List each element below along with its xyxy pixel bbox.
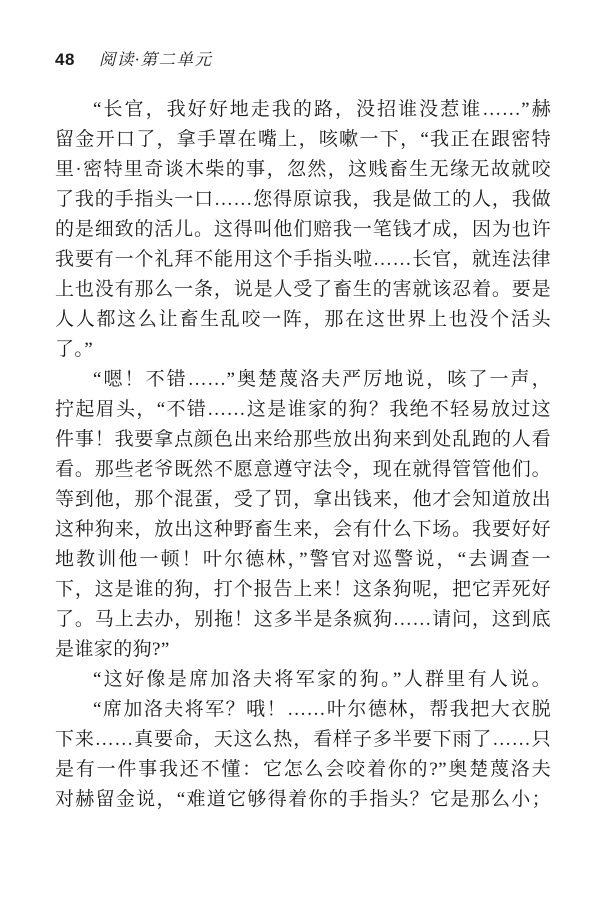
text-line: 了我的手指头一口……您得原谅我，我是做工的人，我做 [55, 189, 551, 210]
text-line: 件事！我要拿点颜色出来给那些放出狗来到处乱跑的人看 [55, 429, 551, 450]
paragraph [55, 365, 551, 665]
page-number: 48 [55, 50, 75, 69]
text-line: 里·密特里奇谈木柴的事，忽然，这贱畜生无缘无故就咬 [55, 159, 551, 180]
text-line: 下来……真要命，天这么热，看样子多半要下雨了……只 [55, 729, 551, 750]
text-line: 对赫留金说，“难道它够得着你的手指头？它是那么小； [55, 789, 551, 810]
text-line: 了。马上去办，别拖！这多半是条疯狗……请问，这到底 [55, 609, 551, 630]
text-line: 看。那些老爷既然不愿意遵守法令，现在就得管管他们。 [55, 459, 551, 480]
text-line: 我要有一个礼拜不能用这个手指头啦……长官，就连法律 [55, 249, 551, 270]
text-block [55, 95, 551, 815]
paragraph [55, 695, 551, 815]
text-line: 下，这是谁的狗，打个报告上来！这条狗呢，把它弄死好 [55, 579, 551, 600]
text-line: 等到他，那个混蛋，受了罚，拿出钱来，他才会知道放出 [55, 489, 551, 510]
text-line: 是谁家的狗?” [55, 639, 170, 660]
text-line: 了。” [55, 339, 94, 360]
text-line: “长官，我好好地走我的路，没招谁没惹谁……”赫 [93, 99, 551, 120]
text-line: “嗯！不错……”奥楚蔑洛夫严厉地说，咳了一声， [93, 369, 551, 390]
text-line: 地教训他一顿！叶尔德林，”警官对巡警说，“去调查一 [55, 549, 551, 570]
text-line: 留金开口了，拿手罩在嘴上，咳嗽一下，“我正在跟密特 [55, 129, 551, 150]
paragraph [55, 665, 551, 695]
text-line: 的是细致的活儿。这得叫他们赔我一笔钱才成，因为也许 [55, 219, 551, 240]
text-line: 上也没有那么一条，说是人受了畜生的害就该忍着。要是 [55, 279, 551, 300]
text-line: “这好像是席加洛夫将军家的狗。”人群里有人说。 [93, 669, 551, 690]
paragraph [55, 95, 551, 365]
text-line: 人人都这么让畜生乱咬一阵，那在这世界上也没个活头 [55, 309, 551, 330]
section-title: 阅读·第二单元 [98, 50, 213, 69]
text-line: “席加洛夫将军？哦！……叶尔德林，帮我把大衣脱 [93, 699, 551, 720]
text-line: 是有一件事我还不懂：它怎么会咬着你的?”奥楚蔑洛夫 [55, 759, 551, 780]
text-line: 这种狗来，放出这种野畜生来，会有什么下场。我要好好 [55, 519, 551, 540]
text-line: 拧起眉头，“不错……这是谁家的狗？我绝不轻易放过这 [55, 399, 551, 420]
page-header [55, 46, 213, 70]
